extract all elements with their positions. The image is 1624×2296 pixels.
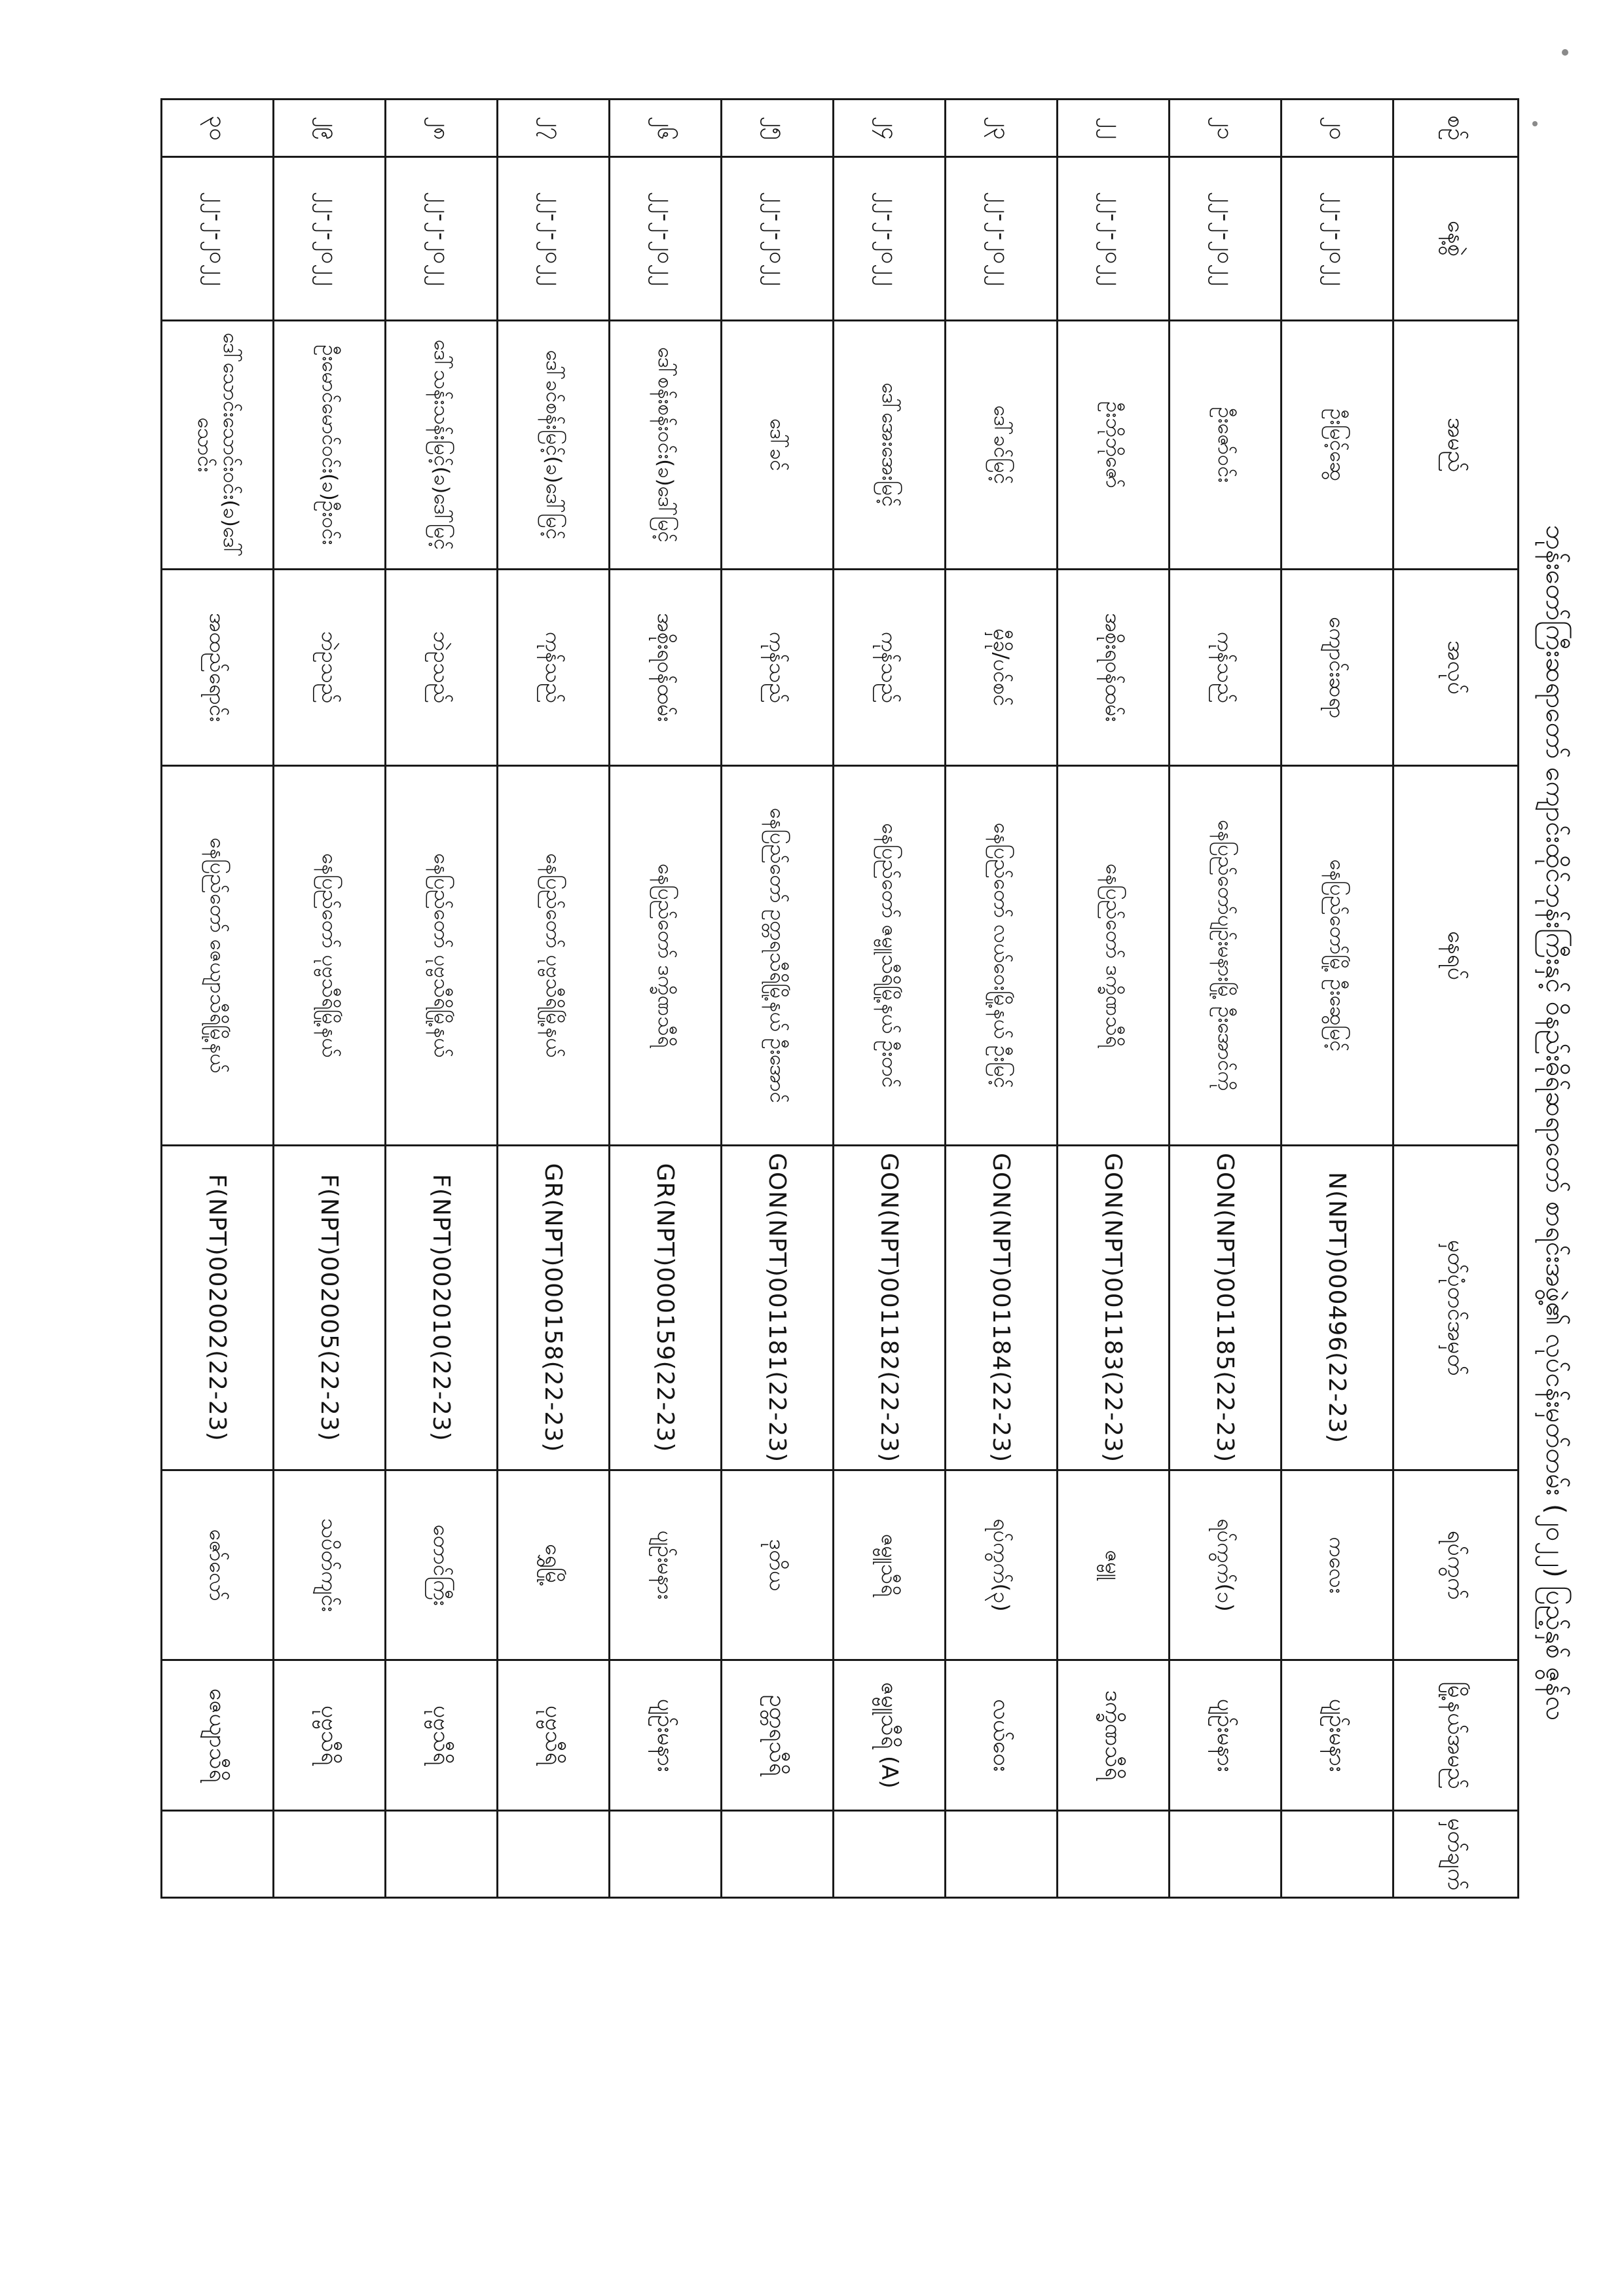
rotated-document-sheet	[0, 20, 1585, 2226]
table-row	[498, 100, 610, 1898]
cell-address: နေပြည်တော် ဒက္ခိဏသီရိ	[610, 766, 722, 1146]
cell-address: နေပြည်တော် လယ်ဝေးမြို့နယ် ဦးမြင့်	[946, 766, 1058, 1146]
cell-ward: ဒုတိယ	[722, 1470, 834, 1660]
cell-name: ဒေါ်သောင်းသောင်းဝင်း(ခ)ဒေါ်သောင်း	[162, 321, 274, 570]
cell-job: ကုန်သည်	[834, 570, 946, 766]
table-row	[1058, 100, 1170, 1898]
cell-date: ၂၂-၂-၂၀၂၂	[274, 157, 386, 321]
cell-reg: F(NPT)002010(22-23)	[386, 1146, 498, 1470]
document-title: ဘုန်းတော်ကြီးဆရာတော် ကျောင်းထိုင်ဘုန်းကြီးနှင့် ဝိနည်းဓိုရ်ဆရာတော် စာရင်းအဖွဲ့၏ လုပ်ငန်းမှတ်တမ်း (၂၀၂၂) ပြည့်နှစ် ဇွန်လ	[1540, 524, 1570, 1721]
cell-serial: ၃၀	[162, 100, 274, 157]
cell-job: ကျောင်းဆရာ	[1282, 570, 1393, 766]
table-row	[1282, 100, 1393, 1898]
header-address: နေရပ်	[1393, 766, 1519, 1146]
cell-date: ၂၂-၂-၂၀၂၂	[946, 157, 1058, 321]
cell-township: ဇမ္ဗူသီရိ (A)	[834, 1660, 946, 1811]
records-table	[160, 98, 1519, 1899]
cell-name: ဒေါ်ခင်စန်းမြင့်(ခ)ဒေါ်မြင့်	[498, 321, 610, 570]
cell-ward: ရွှေမြို့	[498, 1470, 610, 1660]
cell-note	[274, 1811, 386, 1898]
header-ward: ရပ်ကွက်	[1393, 1470, 1519, 1660]
cell-township: ပုဗ္ဗသီရိ	[274, 1660, 386, 1811]
cell-date: ၂၂-၂-၂၀၂၂	[1058, 157, 1170, 321]
cell-serial: ၂၇	[498, 100, 610, 157]
table-row	[274, 100, 386, 1898]
cell-address: နေပြည်တော် ပုဗ္ဗသီရိမြို့နယ်	[386, 766, 498, 1146]
cell-reg: GON(NPT)001184(22-23)	[946, 1146, 1058, 1470]
cell-date: ၂၂-၂-၂၀၂၂	[610, 157, 722, 321]
cell-township: ဇေယျာသီရိ	[162, 1660, 274, 1811]
cell-serial: ၂၅	[722, 100, 834, 157]
cell-ward: ဇမ္ဗူ	[1058, 1470, 1170, 1660]
cell-job: မှီခို/ပင်စင်	[946, 570, 1058, 766]
cell-township: ပျဉ်းမနား	[1282, 1660, 1393, 1811]
cell-note	[610, 1811, 722, 1898]
cell-reg: F(NPT)002005(22-23)	[274, 1146, 386, 1470]
cell-serial: ၂၁	[1170, 100, 1282, 157]
cell-township: လယ်ဝေး	[946, 1660, 1058, 1811]
cell-serial: ၂၈	[386, 100, 498, 157]
cell-address: နေပြည်တော်မြို့ ဦးဆွေမြင့်	[1282, 766, 1393, 1146]
cell-note	[162, 1811, 274, 1898]
cell-ward: တောင်ကြီး	[386, 1470, 498, 1660]
cell-job: ဘဲဥသည်	[274, 570, 386, 766]
scan-speck	[1532, 121, 1538, 126]
table-row	[1170, 100, 1282, 1898]
cell-job: ဘဲဥသည်	[386, 570, 498, 766]
cell-ward: ပျဉ်းမနား	[610, 1470, 722, 1660]
cell-note	[1058, 1811, 1170, 1898]
cell-reg: F(NPT)002002(22-23)	[162, 1146, 274, 1470]
cell-name: ဦးဇော်ဝင်း	[1170, 321, 1282, 570]
cell-reg: GON(NPT)001183(22-23)	[1058, 1146, 1170, 1470]
header-note: မှတ်ချက်	[1393, 1811, 1519, 1898]
cell-reg: GR(NPT)000159(22-23)	[610, 1146, 722, 1470]
cell-serial: ၂၃	[946, 100, 1058, 157]
cell-job: ကုန်သည်	[722, 570, 834, 766]
cell-name: ဦးမောင်မောင်ဝင်း(ခ)ဦးဝင်း	[274, 321, 386, 570]
cell-date: ၂၂-၂-၂၀၂၂	[162, 157, 274, 321]
cell-ward: ဇမ္ဗူသီရိ	[834, 1470, 946, 1660]
header-reg: မှတ်ပုံတင်အမှတ်	[1393, 1146, 1519, 1470]
cell-job: အစိုးရဝန်ထမ်း	[1058, 570, 1170, 766]
cell-name: ဒေါ်သန်းသန်းမြင့်(ခ)ဒေါ်မြင့်	[386, 321, 498, 570]
cell-address: နေပြည်တော် ဒက္ခိဏသီရိ	[1058, 766, 1170, 1146]
cell-name: ဒေါ်အေးအေးမြင့်	[834, 321, 946, 570]
cell-note	[1170, 1811, 1282, 1898]
table-row	[722, 100, 834, 1898]
cell-job: ကုန်သည်	[1170, 570, 1282, 766]
cell-name: ဦးဘိုဘိုဇော်	[1058, 321, 1170, 570]
cell-name: ဒေါ်ခင်မြင့်	[946, 321, 1058, 570]
cell-reg: GON(NPT)001185(22-23)	[1170, 1146, 1282, 1470]
cell-address: နေပြည်တော် ဇမ္ဗူသီရိမြို့နယ် ဦးတင်	[834, 766, 946, 1146]
table-row	[946, 100, 1058, 1898]
cell-ward: ဇော်လော်	[162, 1470, 274, 1660]
header-job: အလုပ်	[1393, 570, 1519, 766]
cell-note	[722, 1811, 834, 1898]
cell-job: အထည်ရောင်း	[162, 570, 274, 766]
cell-name: ဒေါ်စန်းစန်းဝင်း(ခ)ဒေါ်မြင့်	[610, 321, 722, 570]
cell-address: နေပြည်တော်ပျဉ်းမနားမြို့ ဦးအောင်ကို	[1170, 766, 1282, 1146]
cell-note	[834, 1811, 946, 1898]
cell-ward: ရပ်ကွက်(၃)	[946, 1470, 1058, 1660]
cell-reg: GON(NPT)001182(22-23)	[834, 1146, 946, 1470]
cell-reg: N(NPT)000496(22-23)	[1282, 1146, 1393, 1470]
table-row	[834, 100, 946, 1898]
cell-job: ကုန်သည်	[498, 570, 610, 766]
cell-name: ဒေါ်ခင်	[722, 321, 834, 570]
cell-note	[1282, 1811, 1393, 1898]
table-row	[386, 100, 498, 1898]
cell-serial: ၂၆	[610, 100, 722, 157]
cell-ward: ကလေး	[1282, 1470, 1393, 1660]
header-name: အမည်	[1393, 321, 1519, 570]
cell-reg: GR(NPT)000158(22-23)	[498, 1146, 610, 1470]
cell-note	[946, 1811, 1058, 1898]
scan-speck	[1562, 49, 1568, 56]
cell-date: ၂၂-၂-၂၀၂၂	[498, 157, 610, 321]
cell-address: နေပြည်တော် ပုဗ္ဗသီရိမြို့နယ်	[498, 766, 610, 1146]
cell-date: ၂၂-၂-၂၀၂၂	[722, 157, 834, 321]
cell-date: ၂၂-၂-၂၀၂၂	[386, 157, 498, 321]
table-row	[162, 100, 274, 1898]
cell-township: ပျဉ်းမနား	[1170, 1660, 1282, 1811]
cell-township: ဥတ္တရသီရိ	[722, 1660, 834, 1811]
header-serial: စဉ်	[1393, 100, 1519, 157]
cell-serial: ၂၀	[1282, 100, 1393, 157]
cell-address: နေပြည်တော် ဥတ္တရသီရိမြို့နယ် ဦးအောင်	[722, 766, 834, 1146]
cell-job: အစိုးရဝန်ထမ်း	[610, 570, 722, 766]
cell-address: နေပြည်တော် ဇေယျာသီရိမြို့နယ်	[162, 766, 274, 1146]
cell-township: ပျဉ်းမနား	[610, 1660, 722, 1811]
cell-address: နေပြည်တော် ပုဗ္ဗသီရိမြို့နယ်	[274, 766, 386, 1146]
cell-ward: ရပ်ကွက်(၁)	[1170, 1470, 1282, 1660]
header-township: မြို့နယ်အမည်	[1393, 1660, 1519, 1811]
cell-serial: ၂၂	[1058, 100, 1170, 157]
cell-name: ဦးမြင့်ဆွေ	[1282, 321, 1393, 570]
table-row	[610, 100, 722, 1898]
cell-date: ၂၂-၂-၂၀၂၂	[1282, 157, 1393, 321]
cell-ward: သပိတ်ကျင်း	[274, 1470, 386, 1660]
cell-reg: GON(NPT)001181(22-23)	[722, 1146, 834, 1470]
cell-serial: ၂၄	[834, 100, 946, 157]
cell-township: ပုဗ္ဗသီရိ	[498, 1660, 610, 1811]
cell-serial: ၂၉	[274, 100, 386, 157]
cell-township: ပုဗ္ဗသီရိ	[386, 1660, 498, 1811]
cell-note	[386, 1811, 498, 1898]
table-header-row	[1393, 100, 1519, 1898]
cell-note	[498, 1811, 610, 1898]
cell-township: ဒက္ခိဏသီရိ	[1058, 1660, 1170, 1811]
header-date: နေ့စွဲ	[1393, 157, 1519, 321]
cell-date: ၂၂-၂-၂၀၂၂	[834, 157, 946, 321]
cell-date: ၂၂-၂-၂၀၂၂	[1170, 157, 1282, 321]
